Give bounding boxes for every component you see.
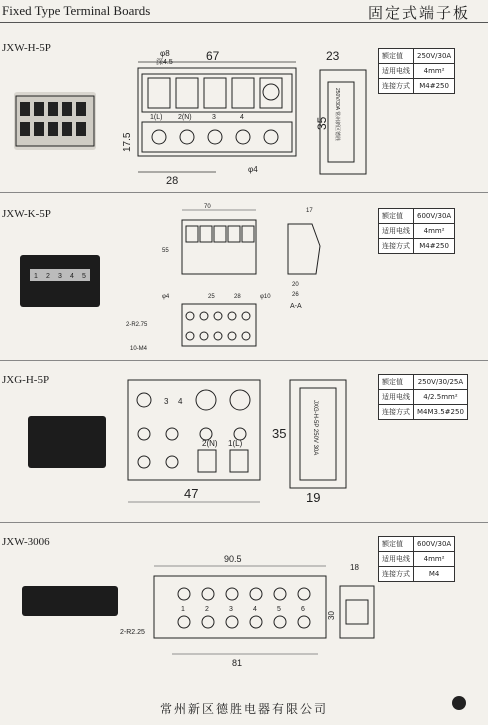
footer-company: 常州新区德胜电器有限公司 — [159, 702, 328, 716]
spec-value: 4mm² — [414, 224, 455, 239]
terminal-label: 1 — [181, 606, 185, 613]
product-photo-drawing — [14, 92, 96, 150]
section-jxw-h-5p — [0, 40, 488, 200]
product-photo-drawing — [20, 255, 100, 307]
spec-value: M4#250 — [414, 239, 455, 254]
spec-value: 600V/30A — [414, 537, 455, 552]
spec-label: 额定值 — [379, 49, 414, 64]
svg-text:4: 4 — [70, 273, 74, 280]
dim-d28: 28 — [234, 294, 241, 300]
dim-hole: φ8 — [160, 49, 170, 58]
terminal-label: 4 — [253, 606, 257, 613]
product-photo — [14, 92, 96, 150]
front-drawing — [124, 374, 264, 514]
dim-depth: 19 — [306, 490, 321, 505]
terminal-label: 3 — [212, 114, 216, 121]
spec-table — [378, 536, 455, 582]
spec-label: 适用电线 — [379, 64, 414, 79]
dim-height: 55 — [162, 248, 169, 254]
spec-value: 4mm² — [414, 64, 455, 79]
svg-text:1: 1 — [34, 273, 38, 280]
dim-width: 90.5 — [224, 554, 242, 564]
dim-hole-depth: 深4.5 — [156, 59, 173, 66]
section-divider — [0, 522, 488, 523]
dim-height: 35 — [315, 116, 329, 130]
terminal-label: 5 — [277, 606, 281, 613]
dim-depth: 17 — [306, 208, 313, 214]
section-jxw-k-5p — [0, 200, 488, 360]
dim-half: 28 — [166, 175, 179, 187]
page-marker-dot — [452, 696, 466, 710]
dim-r: 2-R2.25 — [120, 629, 145, 636]
dim-width: 47 — [184, 486, 199, 501]
spec-table — [378, 208, 455, 254]
dim-depth: 23 — [326, 49, 340, 63]
dim-d26: 26 — [292, 292, 299, 298]
spec-label: 连接方式 — [379, 567, 414, 582]
dim-d4: φ4 — [162, 294, 170, 300]
dim-height: 35 — [272, 426, 287, 441]
dim-m4: 10-M4 — [130, 346, 148, 352]
dim-hole-small: φ4 — [248, 165, 258, 174]
spec-label: 适用电线 — [379, 224, 414, 239]
spec-label: 额定值 — [379, 209, 414, 224]
product-photo — [20, 255, 100, 307]
dim-pitch: 17.5 — [122, 132, 133, 152]
page-title-cn: 固定式端子板 — [367, 4, 470, 22]
front-drawing — [120, 550, 330, 680]
spec-label: 连接方式 — [379, 405, 414, 420]
svg-text:2: 2 — [46, 273, 50, 280]
dim-d25: 25 — [208, 294, 215, 300]
dim-width: 67 — [206, 49, 220, 63]
page-header — [0, 0, 488, 26]
dim-inner: 81 — [232, 658, 243, 668]
terminal-label: 3 — [164, 397, 169, 406]
spec-value: 600V/30A — [414, 209, 455, 224]
dim-width: 70 — [204, 204, 211, 210]
side-drawing — [327, 560, 384, 660]
terminal-label: 2(N) — [178, 114, 192, 121]
body-text: 250V/30A 常州新区德胜 — [334, 88, 340, 142]
spec-value: M4#250 — [414, 79, 455, 94]
spec-label: 额定值 — [379, 537, 414, 552]
spec-label: 适用电线 — [379, 390, 414, 405]
section-jxw-3006 — [0, 530, 488, 690]
section-divider — [0, 192, 488, 193]
spec-value: 250V/30A — [414, 49, 455, 64]
product-code: JXW-K-5P — [2, 208, 51, 220]
section-label: A-A — [290, 303, 302, 310]
spec-value: M4 — [414, 567, 455, 582]
dim-height: 30 — [327, 611, 336, 620]
side-drawing — [312, 49, 372, 182]
product-code: JXG-H-5P — [2, 374, 50, 386]
dim-d20: 20 — [292, 282, 299, 288]
product-photo — [22, 586, 118, 616]
product-photo — [28, 416, 106, 468]
product-code: JXW-3006 — [2, 536, 50, 548]
front-drawing — [120, 49, 320, 187]
spec-value: 4mm² — [414, 552, 455, 567]
terminal-label: 1(L) — [228, 439, 243, 448]
body-text: JXG-H-5P 250V 30A — [312, 400, 318, 456]
spec-label: 额定值 — [379, 375, 414, 390]
section-divider — [0, 360, 488, 361]
side-drawing — [278, 206, 328, 316]
side-drawing — [270, 374, 350, 514]
spec-value: M4M3.5#250 — [414, 405, 468, 420]
product-code: JXW-H-5P — [2, 42, 51, 54]
terminal-label: 2(N) — [202, 439, 218, 448]
spec-label: 连接方式 — [379, 239, 414, 254]
header-rule — [0, 22, 488, 23]
section-jxg-h-5p — [0, 368, 488, 518]
terminal-label: 3 — [229, 606, 233, 613]
terminal-label: 4 — [178, 397, 183, 406]
spec-value: 4/2.5mm² — [414, 390, 468, 405]
svg-text:5: 5 — [82, 273, 86, 280]
spec-value: 250V/30/25A — [414, 375, 468, 390]
spec-label: 适用电线 — [379, 552, 414, 567]
terminal-label: 2 — [205, 606, 209, 613]
front-drawing — [126, 204, 280, 354]
terminal-label: 6 — [301, 606, 305, 613]
spec-table — [378, 374, 468, 420]
terminal-label: 4 — [240, 114, 244, 121]
page-title-en: Fixed Type Terminal Boards — [2, 3, 151, 18]
spec-table — [378, 48, 455, 94]
svg-text:3: 3 — [58, 273, 62, 280]
dim-r: 2-R2.75 — [126, 322, 148, 328]
terminal-label: 1(L) — [150, 114, 163, 121]
dim-d10: φ10 — [260, 294, 271, 300]
spec-label: 连接方式 — [379, 79, 414, 94]
dim-depth: 18 — [350, 563, 359, 572]
